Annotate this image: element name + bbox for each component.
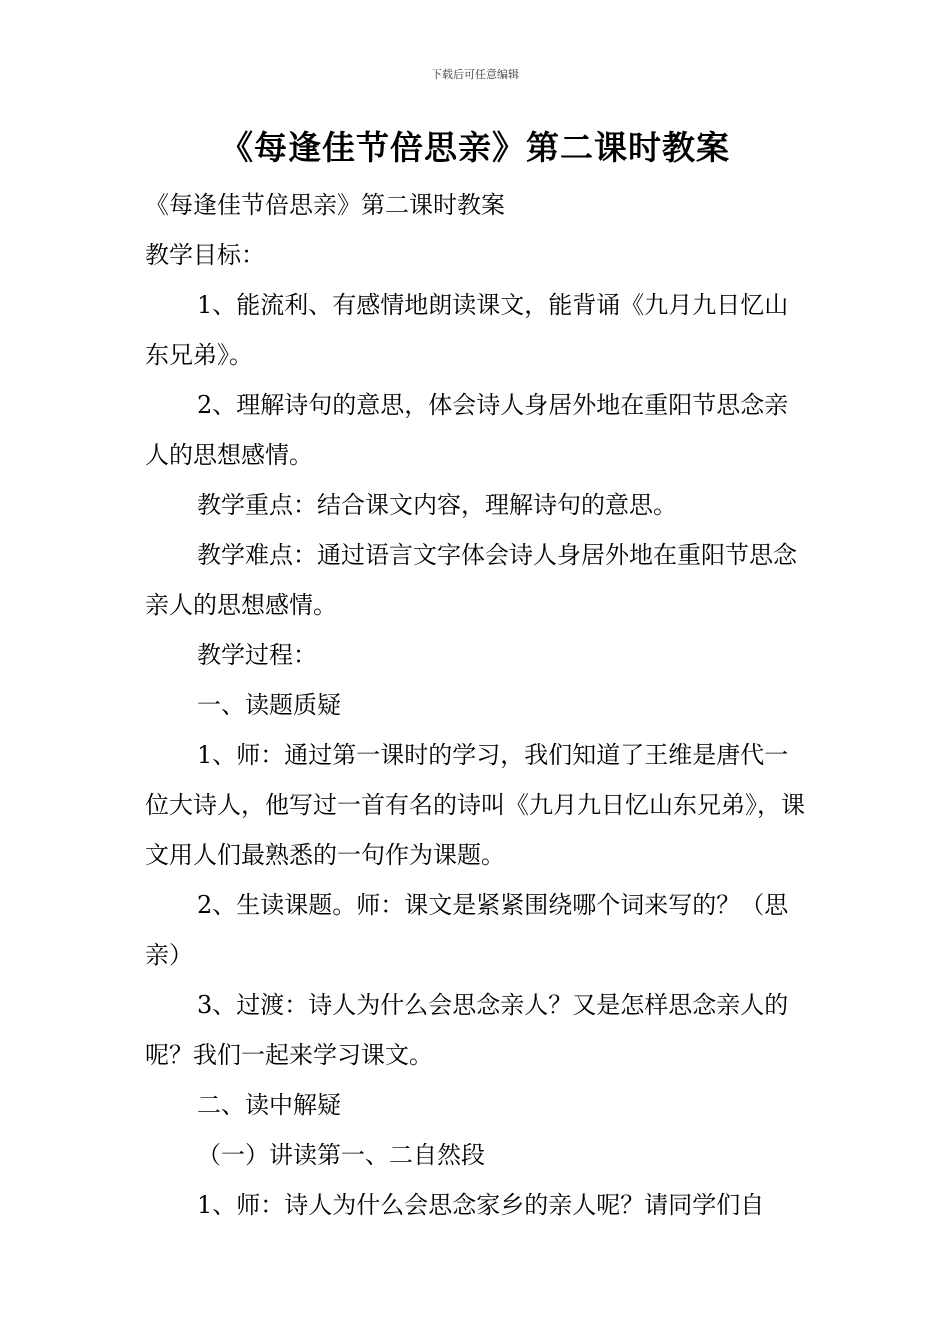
subsection-step-1: 1、师：诗人为什么会思念家乡的亲人呢？请同学们自 [197,1191,765,1219]
goal-item-2: 2、理解诗句的意思，体会诗人身居外地在重阳节思念亲人的思想感情。 [145,391,789,469]
document-body [145,180,810,1230]
teaching-process-heading: 教学过程： [197,641,317,669]
section-heading-1: 一、读题质疑 [197,691,341,719]
subsection-heading-1: （一）讲读第一、二自然段 [197,1141,485,1169]
page-header-note: 下载后可任意编辑 [431,68,519,81]
teaching-goals-heading: 教学目标： [145,241,265,269]
process-step-3: 3、过渡：诗人为什么会思念亲人？又是怎样思念亲人的呢？我们一起来学习课文。 [145,991,789,1069]
teaching-focus: 教学重点：结合课文内容，理解诗句的意思。 [197,491,677,519]
goal-item-1: 1、能流利、有感情地朗读课文，能背诵《九月九日忆山东兄弟》。 [145,291,789,369]
section-heading-2: 二、读中解疑 [197,1091,341,1119]
subtitle-line: 《每逢佳节倍思亲》第二课时教案 [145,191,505,219]
teaching-difficulty: 教学难点：通过语言文字体会诗人身居外地在重阳节思念亲人的思想感情。 [145,541,797,619]
process-step-1: 1、师：通过第一课时的学习，我们知道了王维是唐代一位大诗人，他写过一首有名的诗叫《九月九日忆山东兄弟》，课文用人们最熟悉的一句作为课题。 [145,741,805,869]
process-step-2: 2、生读课题。师：课文是紧紧围绕哪个词来写的？（思亲） [145,891,789,969]
document-title: 《每逢佳节倍思亲》第二课时教案 [220,128,730,167]
